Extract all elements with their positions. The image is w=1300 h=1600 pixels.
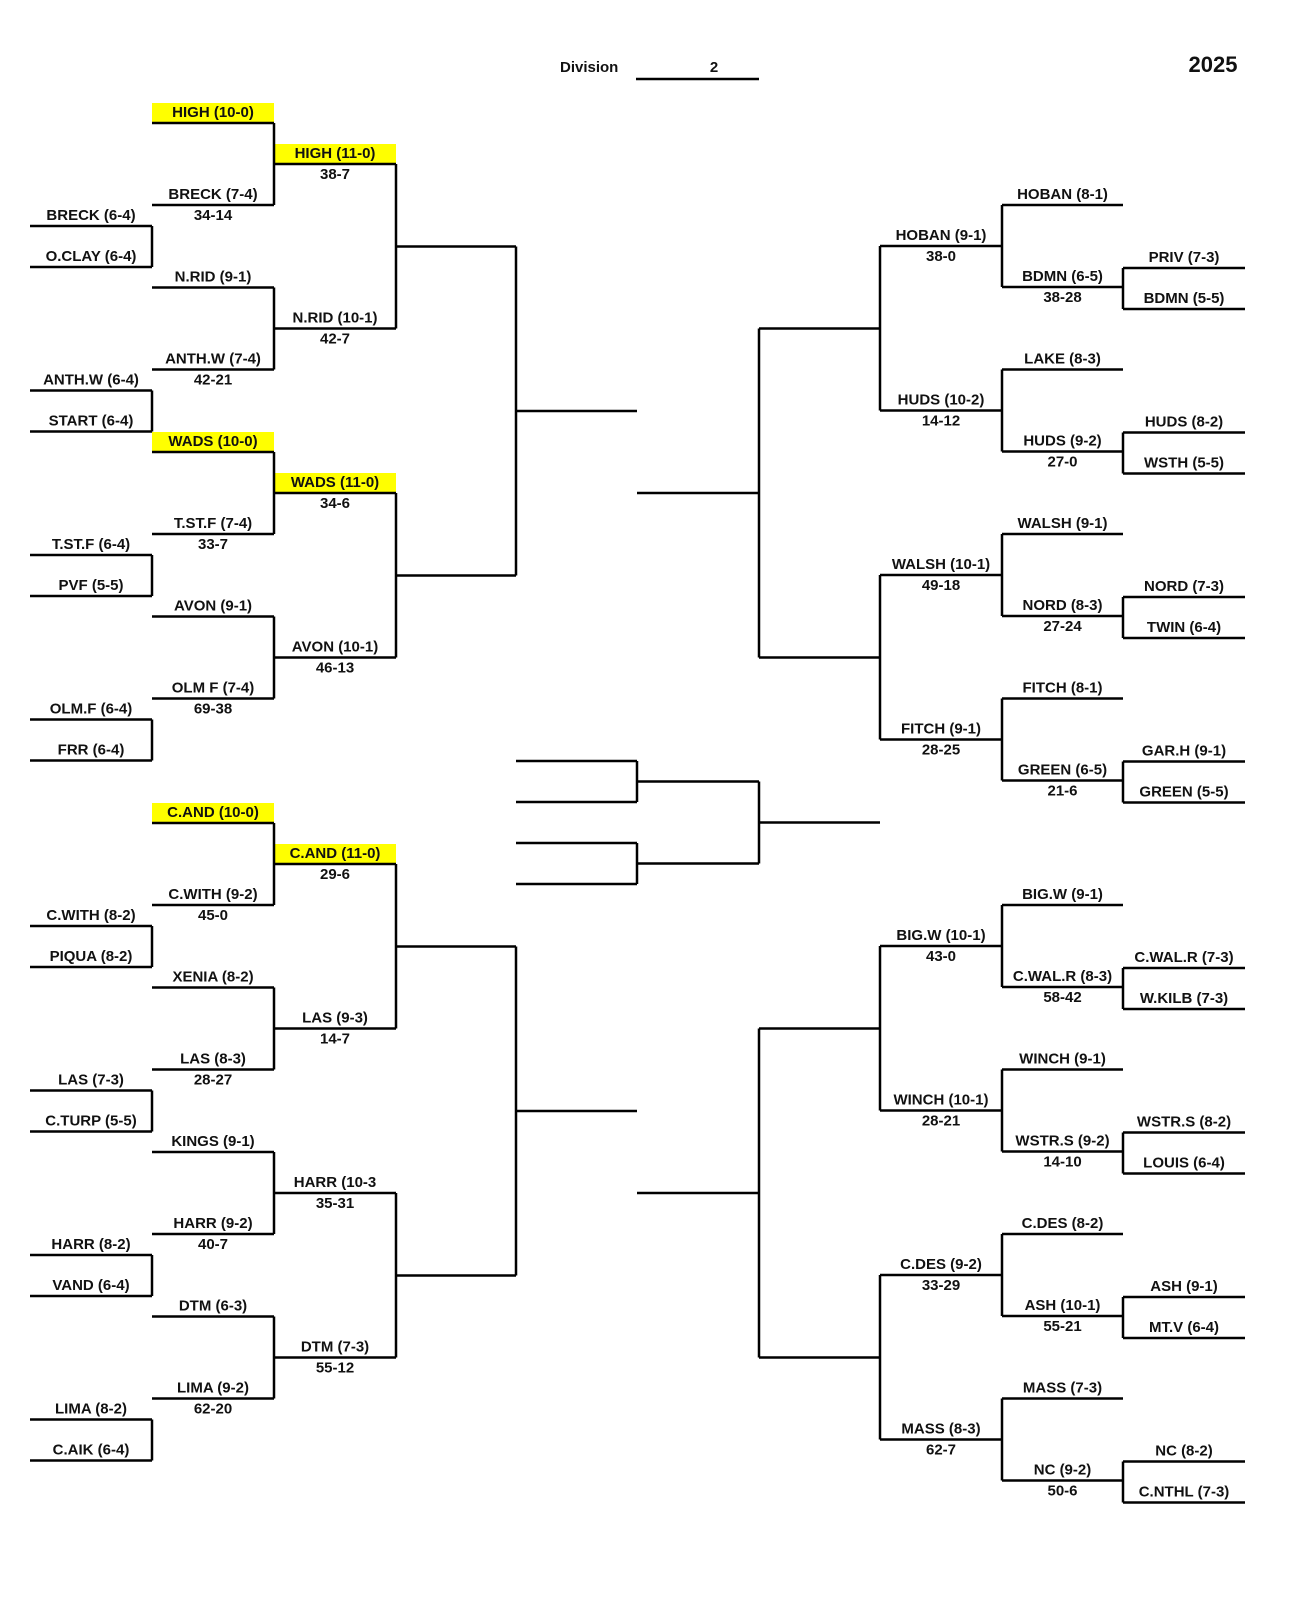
score-label: 62-7 [925, 1441, 957, 1459]
team-r2-label: BDMN (6-5) [1022, 268, 1103, 285]
team-r3-label: WINCH (10-1) [893, 1091, 989, 1109]
score-label: 38-0 [925, 248, 957, 265]
team-r1-label: O.CLAY (6-4) [45, 248, 137, 265]
team-r3-label: WALSH (10-1) [891, 556, 991, 573]
team-r2-label: HOBAN (8-1) [1017, 186, 1108, 203]
score-label: 38-7 [319, 166, 351, 183]
division-value: 2 [709, 59, 719, 76]
team-r3-label: HIGH (11-0) [294, 145, 376, 162]
team-r1-label: HUDS (8-2) [1144, 413, 1224, 431]
team-r1-label: OLM.F (6-4) [49, 700, 133, 718]
team-r2-label: ASH (10-1) [1024, 1297, 1101, 1314]
score-label: 35-31 [315, 1195, 355, 1212]
score-label: 55-12 [315, 1359, 355, 1377]
score-label: 14-12 [921, 412, 961, 430]
score-label: 28-25 [921, 741, 961, 759]
team-r2-label: C.WITH (9-2) [168, 886, 258, 903]
team-r1-label: BRECK (6-4) [46, 207, 136, 224]
team-r2-label: WSTR.S (9-2) [1015, 1132, 1110, 1150]
team-r1-label: ASH (9-1) [1150, 1278, 1218, 1295]
team-r1-label: VAND (6-4) [52, 1277, 130, 1294]
score-label: 34-14 [193, 207, 233, 224]
team-r1-label: PRIV (7-3) [1148, 249, 1220, 266]
team-r1-label: START (6-4) [48, 412, 134, 430]
score-label: 14-7 [319, 1030, 351, 1048]
team-r1-label: GREEN (5-5) [1139, 783, 1229, 801]
team-r2-label: NORD (8-3) [1022, 597, 1103, 614]
score-label: 46-13 [315, 659, 355, 677]
score-label: 21-6 [1047, 782, 1078, 800]
score-label: 14-10 [1043, 1153, 1082, 1171]
team-r2-label: DTM (6-3) [178, 1297, 248, 1315]
team-r2-label: OLM F (7-4) [171, 679, 255, 697]
team-r3-label: C.DES (9-2) [900, 1256, 982, 1273]
team-r2-label: NC (9-2) [1033, 1461, 1092, 1479]
team-r3-label: AVON (10-1) [291, 638, 379, 656]
team-r2-label: KINGS (9-1) [171, 1133, 255, 1150]
team-r1-label: C.WAL.R (7-3) [1134, 949, 1234, 966]
team-r2-label: HIGH (10-0) [172, 104, 254, 121]
team-r1-label: BDMN (5-5) [1143, 290, 1225, 307]
score-label: 27-24 [1043, 618, 1082, 635]
team-r2-label: BIG.W (9-1) [1022, 886, 1103, 903]
score-label: 58-42 [1043, 989, 1082, 1006]
score-label: 34-6 [319, 495, 351, 512]
bracket-labels [43, 52, 1237, 1501]
team-r2-label: ANTH.W (7-4) [165, 350, 261, 368]
team-r3-label: C.AND (11-0) [289, 845, 381, 862]
team-r1-label: HARR (8-2) [51, 1236, 131, 1253]
score-label: 62-20 [193, 1400, 233, 1418]
team-r1-label: GAR.H (9-1) [1141, 742, 1227, 760]
score-label: 28-27 [193, 1071, 233, 1089]
team-r2-label: HARR (9-2) [173, 1215, 253, 1232]
score-label: 42-21 [193, 371, 233, 389]
score-label: 29-6 [319, 866, 351, 883]
team-r1-label: PIQUA (8-2) [49, 948, 133, 965]
score-label: 43-0 [925, 948, 957, 965]
team-r1-label: C.NTHL (7-3) [1138, 1483, 1230, 1501]
score-label: 49-18 [921, 577, 961, 594]
team-r2-label: GREEN (6-5) [1017, 761, 1108, 779]
team-r1-label: FRR (6-4) [57, 741, 125, 759]
team-r3-label: HARR (10-3 [293, 1174, 377, 1191]
team-r2-label: LAS (8-3) [180, 1050, 246, 1068]
team-r2-label: C.AND (10-0) [167, 804, 259, 821]
score-label: 42-7 [319, 330, 351, 348]
score-label: 38-28 [1043, 289, 1082, 306]
score-label: 40-7 [197, 1236, 229, 1253]
team-r1-label: NC (8-2) [1155, 1442, 1213, 1460]
team-r2-label: FITCH (8-1) [1022, 679, 1103, 697]
team-r2-label: WADS (10-0) [168, 433, 258, 450]
team-r3-label: LAS (9-3) [302, 1009, 368, 1027]
team-r1-label: ANTH.W (6-4) [43, 371, 139, 389]
team-r3-label: FITCH (9-1) [901, 720, 981, 738]
team-r1-label: W.KILB (7-3) [1139, 990, 1229, 1007]
team-r1-label: WSTH (5-5) [1144, 454, 1224, 472]
team-r3-label: HOBAN (9-1) [895, 227, 987, 244]
team-r2-label: BRECK (7-4) [168, 186, 258, 203]
team-r2-label: C.WAL.R (8-3) [1012, 968, 1113, 985]
score-label: 45-0 [197, 907, 229, 924]
team-r2-label: XENIA (8-2) [172, 968, 254, 986]
team-r1-label: NORD (7-3) [1143, 578, 1225, 595]
team-r1-label: PVF (5-5) [58, 577, 124, 594]
team-r1-label: C.WITH (8-2) [46, 907, 136, 924]
team-r1-label: MT.V (6-4) [1148, 1319, 1220, 1336]
team-r1-label: T.ST.F (6-4) [51, 536, 131, 553]
team-r3-label: DTM (7-3) [300, 1338, 370, 1356]
team-r2-label: C.DES (8-2) [1021, 1215, 1104, 1232]
team-r2-label: N.RID (9-1) [174, 268, 252, 286]
score-label: 33-7 [197, 536, 229, 553]
team-r2-label: WALSH (9-1) [1017, 515, 1108, 532]
season-year: 2025 [1188, 52, 1238, 77]
team-r3-label: BIG.W (10-1) [896, 927, 986, 944]
score-label: 69-38 [193, 700, 233, 718]
division-label: Division [560, 59, 619, 76]
score-label: 27-0 [1047, 453, 1078, 471]
team-r3-label: WADS (11-0) [290, 474, 380, 491]
team-r1-label: TWIN (6-4) [1146, 619, 1222, 636]
team-r1-label: C.AIK (6-4) [52, 1441, 130, 1459]
team-r3-label: HUDS (10-2) [897, 391, 985, 409]
team-r1-label: LIMA (8-2) [55, 1400, 127, 1418]
team-r1-label: C.TURP (5-5) [45, 1112, 137, 1130]
score-label: 55-21 [1043, 1318, 1082, 1335]
team-r2-label: MASS (7-3) [1022, 1379, 1103, 1397]
team-r1-label: WSTR.S (8-2) [1136, 1113, 1232, 1131]
team-r2-label: LIMA (9-2) [177, 1379, 249, 1397]
score-label: 50-6 [1047, 1482, 1078, 1500]
team-r2-label: AVON (9-1) [173, 597, 253, 615]
score-label: 33-29 [921, 1277, 961, 1294]
team-r2-label: LAKE (8-3) [1024, 350, 1101, 368]
team-r2-label: WINCH (9-1) [1019, 1050, 1106, 1068]
team-r1-label: LAS (7-3) [58, 1071, 124, 1089]
team-r3-label: N.RID (10-1) [292, 309, 378, 327]
team-r3-label: MASS (8-3) [901, 1420, 981, 1438]
team-r2-label: HUDS (9-2) [1023, 432, 1102, 450]
team-r1-label: LOUIS (6-4) [1143, 1154, 1225, 1172]
score-label: 28-21 [921, 1112, 961, 1130]
team-r2-label: T.ST.F (7-4) [173, 515, 253, 532]
